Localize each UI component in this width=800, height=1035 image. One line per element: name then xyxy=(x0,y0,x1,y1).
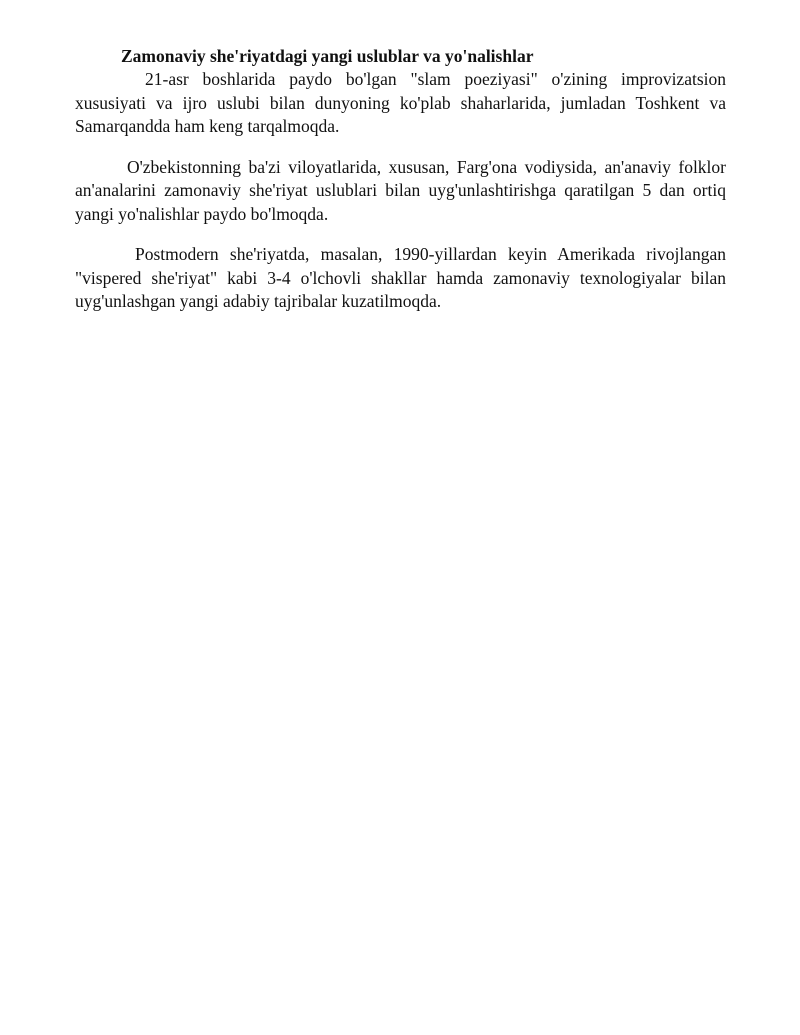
paragraph-slam-poetry: 21-asr boshlarida paydo bo'lgan "slam poeziyasi" o'zining improvizatsion xususiyati va ijro uslubi bilan dunyoning ko'plab shaharlarida, jumladan Toshkent va Samarqandda ham keng tarqalmoqda. xyxy=(75,69,726,136)
document-title: Zamonaviy she'riyatdagi yangi uslublar va yo'nalishlar xyxy=(121,46,534,66)
document-body xyxy=(75,45,726,314)
paragraph-regional-folklore: O'zbekistonning ba'zi viloyatlarida, xususan, Farg'ona vodiysida, an'anaviy folklor an'analarini zamonaviy she'riyat uslublari bilan uyg'unlashtirishga qaratilgan 5 dan ortiq yangi yo'nalishlar paydo bo'lmoqda. xyxy=(75,156,726,224)
paragraph-postmodern: Postmodern she'riyatda, masalan, 1990-yillardan keyin Amerikada rivojlangan "vispered she'riyat" kabi 3-4 o'lchovli shakllar hamda zamonaviy texnologiyalar bilan uyg'unlashgan yangi adabiy tajribalar kuzatilmoqda. xyxy=(75,244,726,311)
